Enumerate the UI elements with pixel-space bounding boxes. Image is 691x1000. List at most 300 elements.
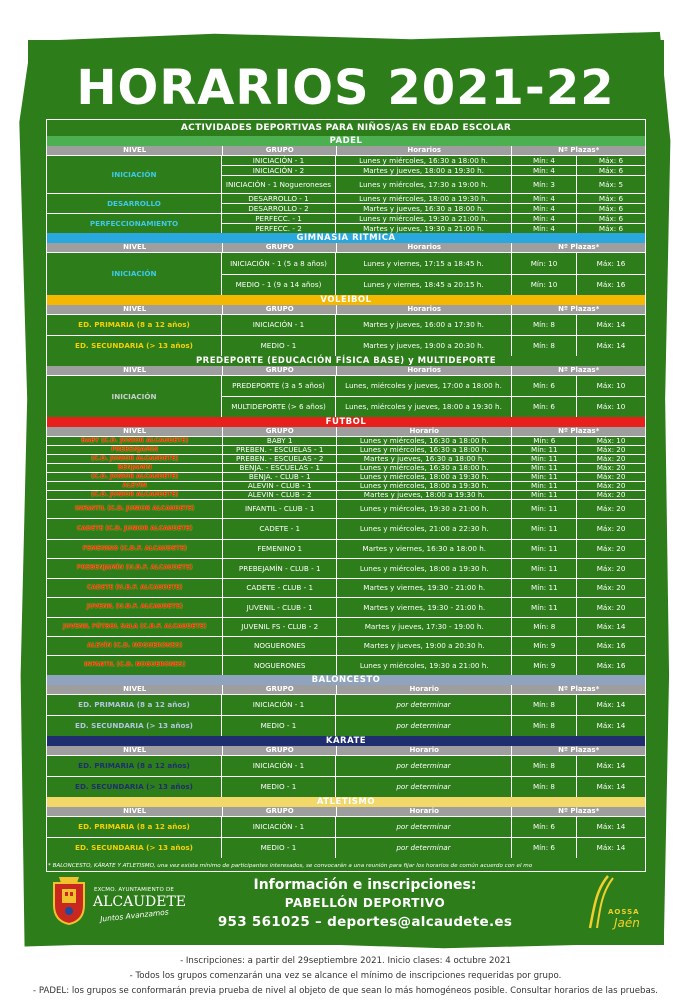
group-row [222, 777, 645, 797]
column-header-nivel: NIVEL [47, 427, 223, 436]
column-headers [47, 305, 645, 314]
cell-min: Mín: 11 [512, 598, 577, 617]
cell-g: PREBEN. - ESCUELAS - 1 [223, 446, 337, 454]
cell-min: Mín: 11 [512, 540, 577, 558]
cell-h: Lunes y miércoles, 18:00 a 19:30 h. [336, 194, 512, 203]
section-header-predep: PREDEPORTE (EDUCACIÓN FÍSICA BASE) y MULTIDEPORTE [47, 356, 645, 366]
cell-g: BENJA. - ESCUELAS - 1 [223, 464, 337, 472]
column-header-horarios: Horarios [337, 366, 512, 375]
table-row [47, 816, 645, 837]
group-column [222, 156, 645, 193]
cell-max: Máx: 14 [596, 622, 626, 632]
cell-min: Mín: 8 [512, 756, 577, 776]
section-balon [47, 675, 645, 736]
nivel-cell: ED. PRIMARIA (8 a 12 años) [47, 695, 222, 715]
cell-max: Máx: 6 [598, 194, 624, 203]
group-row [222, 194, 645, 203]
nivel-cell: ED. SECUNDARIA (> 13 años) [47, 336, 222, 356]
group-row [222, 336, 645, 356]
table-row [47, 694, 645, 715]
column-header-grupo: GRUPO [223, 685, 337, 694]
section-padel [47, 136, 645, 233]
section-predep [47, 356, 645, 417]
cell-min: Mín: 6 [512, 838, 577, 858]
aossa-name: AOSSA [608, 908, 640, 916]
cell-h: por determinar [336, 817, 512, 837]
cell-g: INICIACIÓN - 1 [222, 756, 336, 776]
cell-g: FEMENINO 1 [223, 540, 337, 558]
cell-g: NOGUERONES [223, 637, 337, 655]
column-header-grupo: GRUPO [223, 305, 337, 314]
cell-h: Lunes y miércoles, 16:30 a 18:00 h. [337, 446, 512, 454]
group-row [222, 175, 645, 193]
cell-min: Mín: 11 [512, 473, 577, 481]
futbol-category: INFANTIL (C.D. NOGUERONES) [47, 656, 223, 675]
cell-g: DESARROLLO - 1 [222, 194, 336, 203]
cell-min: Mín: 9 [512, 637, 577, 655]
cell-h: Martes y viernes, 19:30 - 21:00 h. [337, 579, 512, 597]
cell-g: PREBEN. - ESCUELAS - 2 [223, 455, 337, 463]
cell-min: Mín: 8 [512, 716, 577, 736]
cell-g: CADETE - CLUB - 1 [223, 579, 337, 597]
section-header-atlet: ATLETISMO [47, 797, 645, 807]
table-row [47, 314, 645, 335]
cell-min: Mín: 4 [512, 194, 577, 203]
nivel-cell: ED. SECUNDARIA (> 13 años) [47, 716, 222, 736]
column-header-horario: Horario [337, 427, 512, 436]
table-row [47, 499, 645, 518]
cell-g: MULTIDEPORTE (> 6 años) [222, 397, 336, 417]
cell-min: Mín: 11 [512, 446, 577, 454]
section-header-balon: BALONCESTO [47, 675, 645, 685]
cell-max: Máx: 20 [596, 583, 626, 593]
table-row [47, 776, 645, 797]
aossa-swoosh-icon [586, 874, 616, 930]
cell-g: ALEVIN - CLUB - 1 [223, 482, 337, 490]
cell-max: Máx: 20 [596, 464, 626, 472]
group-column [222, 777, 645, 797]
column-headers [47, 807, 645, 816]
cell-max: Máx: 14 [596, 721, 626, 731]
cell-g: INICIACIÓN - 1 [222, 695, 336, 715]
cell-max: Máx: 14 [596, 341, 626, 351]
cell-h: Lunes y miércoles, 18:00 a 19:30 h. [337, 559, 512, 578]
cell-h: Martes y jueves, 16:00 a 17:30 h. [336, 315, 512, 335]
cell-min: Mín: 11 [512, 519, 577, 539]
aossa-logo [578, 874, 648, 936]
cell-max: Máx: 20 [596, 446, 626, 454]
cell-max: Máx: 10 [596, 437, 626, 445]
table-row [47, 463, 645, 472]
cell-g: INICIACIÓN - 1 [222, 817, 336, 837]
cell-max: Máx: 20 [596, 524, 626, 534]
cell-min: Mín: 3 [512, 176, 577, 193]
cell-min: Mín: 4 [512, 224, 577, 233]
group-row [222, 274, 645, 295]
group-row [222, 695, 645, 715]
cell-g: ALEVIN - CLUB - 2 [223, 491, 337, 499]
cell-max: Máx: 20 [596, 504, 626, 514]
slogan: Juntos Avanzamos [99, 907, 170, 924]
cell-h: Lunes y miércoles, 16:30 a 18:00 h. [337, 437, 512, 445]
cell-min: Mín: 11 [512, 559, 577, 578]
futbol-category: ALEVÍN (C.D. NOGUERONES) [47, 637, 223, 655]
column-header-horario: Horario [337, 685, 512, 694]
info-heading: Información e inscripciones: [253, 877, 477, 893]
cell-max: Máx: 5 [598, 179, 624, 189]
column-header-plazas: Nº Plazas* [558, 746, 600, 754]
table-row [47, 655, 645, 675]
group-column [222, 214, 645, 233]
table-subtitle: ACTIVIDADES DEPORTIVAS PARA NIÑOS/AS EN EDAD ESCOLAR [180, 123, 512, 133]
table-row [47, 481, 645, 490]
table-row [47, 490, 645, 499]
table-row [47, 518, 645, 539]
group-column [222, 315, 645, 335]
cell-max: Máx: 16 [596, 280, 626, 290]
group-column [222, 695, 645, 715]
group-column [222, 194, 645, 213]
group-column [222, 336, 645, 356]
cell-min: Mín: 11 [512, 464, 577, 472]
column-header-grupo: GRUPO [223, 807, 337, 816]
group-column [222, 817, 645, 837]
column-header-grupo: GRUPO [223, 427, 337, 436]
cell-h: Lunes y miércoles, 17:30 a 19:00 h. [336, 176, 512, 193]
nivel-cell: INICIACIÓN [47, 156, 222, 193]
group-column [222, 376, 645, 417]
table-row [47, 375, 645, 417]
cell-h: por determinar [336, 838, 512, 858]
cell-max: Máx: 20 [596, 544, 626, 554]
cell-h: Martes y jueves, 19:00 a 20:30 h. [337, 637, 512, 655]
cell-g: PERFECC. - 1 [222, 214, 336, 223]
cell-g: INICIACIÓN - 2 [222, 166, 336, 175]
column-headers [47, 366, 645, 375]
cell-g: NOGUERONES [223, 656, 337, 675]
cell-max: Máx: 20 [596, 602, 626, 612]
table-row [47, 539, 645, 558]
cell-min: Mín: 10 [512, 253, 577, 274]
futbol-category: BENJAMÍN [47, 464, 223, 472]
cell-max: Máx: 10 [596, 402, 626, 412]
cell-min: Mín: 11 [512, 455, 577, 463]
futbol-category: CADETE (C.D. JUNIOR ALCAUDETE) [47, 519, 223, 539]
column-header-plazas: Nº Plazas* [558, 366, 600, 374]
cell-h: Martes y viernes, 19:30 - 21:00 h. [337, 598, 512, 617]
column-header-horarios: Horarios [337, 305, 512, 314]
group-row [222, 838, 645, 858]
table-row [47, 472, 645, 481]
cell-g: PREBEJAMÍN - CLUB - 1 [223, 559, 337, 578]
table-row [47, 837, 645, 858]
column-header-grupo: GRUPO [223, 746, 337, 755]
cell-max: Máx: 6 [598, 214, 624, 223]
sections-container [47, 136, 645, 858]
cell-h: por determinar [336, 756, 512, 776]
section-header-voley: VOLEIBOL [47, 295, 645, 305]
note-3: - PADEL: los grupos se conformarán previa prueba de nivel al objeto de que sean lo más homogéneos posible. Consultar horarios de las pruebas. [33, 986, 658, 996]
table-row [47, 597, 645, 617]
ayuntamiento-label: EXCMO. AYUNTAMIENTO DE [94, 887, 175, 893]
cell-g: INICIACIÓN - 1 [222, 315, 336, 335]
column-header-horarios: Horarios [337, 146, 512, 155]
cell-min: Mín: 6 [512, 437, 577, 445]
column-headers [47, 146, 645, 155]
cell-g: JUVENIL FS - CLUB - 2 [223, 618, 337, 636]
cell-h: Lunes, miércoles y jueves, 17:00 a 18:00 h. [336, 376, 512, 396]
cell-max: Máx: 16 [596, 660, 626, 670]
cell-g: MEDIO - 1 [222, 838, 336, 858]
cell-g: CADETE - 1 [223, 519, 337, 539]
cell-min: Mín: 4 [512, 214, 577, 223]
table-row [47, 252, 645, 295]
info-contact: 953 561025 – deportes@alcaudete.es [217, 914, 513, 930]
cell-min: Mín: 8 [512, 618, 577, 636]
column-header-horarios: Horarios [337, 243, 512, 252]
schedule-table [46, 119, 646, 872]
cell-h: Lunes y viernes, 17:15 a 18:45 h. [336, 253, 512, 274]
column-headers [47, 685, 645, 694]
cell-max: Máx: 6 [598, 204, 624, 213]
futbol-category: INFANTIL (C.D. JUNIOR ALCAUDETE) [47, 500, 223, 518]
cell-max: Máx: 14 [596, 320, 626, 330]
nivel-cell: DESARROLLO [47, 194, 222, 213]
cell-g: PERFECC. - 2 [222, 224, 336, 233]
cell-h: por determinar [336, 716, 512, 736]
cell-max: Máx: 16 [596, 258, 626, 268]
futbol-category: JUVENIL (U.D.F. ALCAUDETE) [47, 598, 223, 617]
group-row [222, 203, 645, 213]
cell-min: Mín: 9 [512, 656, 577, 675]
section-atlet [47, 797, 645, 858]
cell-h: Lunes, miércoles y jueves, 18:00 a 19:30 h. [336, 397, 512, 417]
cell-h: Lunes y miércoles, 16:30 a 18:00 h. [337, 464, 512, 472]
table-row [47, 445, 645, 454]
cell-g: BABY 1 [223, 437, 337, 445]
cell-min: Mín: 8 [512, 336, 577, 356]
section-voley [47, 295, 645, 356]
info-venue: PABELLÓN DEPORTIVO [284, 896, 446, 910]
cell-h: Martes y jueves, 18:00 a 19:30 h. [336, 166, 512, 175]
table-row [47, 755, 645, 776]
cell-max: Máx: 20 [596, 482, 626, 490]
nivel-cell: ED. PRIMARIA (8 a 12 años) [47, 756, 222, 776]
table-row [47, 578, 645, 597]
column-header-grupo: GRUPO [223, 146, 337, 155]
section-header-karate: KARATE [47, 736, 645, 746]
futbol-category: (C.D. JUNIOR ALCAUDETE) [47, 455, 223, 463]
cell-g: MEDIO - 1 [222, 716, 336, 736]
group-column [222, 253, 645, 295]
cell-h: Martes y jueves, 18:00 a 19:30 h. [337, 491, 512, 499]
section-karate [47, 736, 645, 797]
cell-min: Mín: 11 [512, 500, 577, 518]
column-header-horario: Horario [337, 746, 512, 755]
cell-h: Lunes y miércoles, 18:00 a 19:30 h. [337, 482, 512, 490]
column-header-grupo: GRUPO [223, 366, 337, 375]
table-row [47, 636, 645, 655]
table-row [47, 335, 645, 356]
cell-min: Mín: 4 [512, 156, 577, 165]
group-row [222, 756, 645, 776]
page-title: HORARIOS 2021-22 [76, 60, 615, 116]
table-row [47, 213, 645, 233]
cell-min: Mín: 6 [512, 817, 577, 837]
cell-min: Mín: 6 [512, 397, 577, 417]
column-headers [47, 243, 645, 252]
table-row [47, 558, 645, 578]
group-row [222, 315, 645, 335]
cell-min: Mín: 8 [512, 695, 577, 715]
column-headers [47, 427, 645, 436]
group-row [222, 223, 645, 233]
cell-max: Máx: 14 [596, 700, 626, 710]
coat-of-arms-icon [51, 875, 87, 925]
cell-max: Máx: 16 [596, 641, 626, 651]
cell-max: Máx: 14 [596, 782, 626, 792]
futbol-category: (C.D. JUNIOR ALCAUDETE) [47, 473, 223, 481]
alcaudete-wordmark: ALCAUDETE [93, 894, 187, 910]
column-header-nivel: NIVEL [47, 366, 223, 375]
column-header-plazas: Nº Plazas* [558, 243, 600, 251]
cell-min: Mín: 11 [512, 579, 577, 597]
cell-max: Máx: 6 [598, 166, 624, 175]
cell-max: Máx: 10 [596, 381, 626, 391]
group-column [222, 716, 645, 736]
cell-g: MEDIO - 1 (9 a 14 años) [222, 275, 336, 295]
section-header-gim: GIMNASIA RITMICA [47, 233, 645, 243]
cell-max: Máx: 6 [598, 224, 624, 233]
group-row [222, 396, 645, 417]
column-header-horario: Horario [337, 807, 512, 816]
cell-min: Mín: 8 [512, 777, 577, 797]
futbol-category: (C.D. JUNIOR ALCAUDETE) [47, 491, 223, 499]
table-row [47, 715, 645, 736]
nivel-cell: INICIACIÓN [47, 376, 222, 417]
nivel-cell: ED. SECUNDARIA (> 13 años) [47, 838, 222, 858]
section-futbol [47, 417, 645, 675]
group-column [222, 838, 645, 858]
section-header-futbol: FUTBOL [47, 417, 645, 427]
futbol-category: JUVENIL FÚTBOL SALA (C.D.F. ALCAUDETE) [47, 618, 223, 636]
group-row [222, 376, 645, 396]
note-2: - Todos los grupos comenzarán una vez se alcance el mínimo de inscripciones requeridas por grupo. [129, 971, 562, 981]
futbol-category: PREBENJAMÍN [47, 446, 223, 454]
cell-h: Lunes y miércoles, 19:30 a 21:00 h. [337, 500, 512, 518]
cell-h: Martes y jueves, 17:30 - 19:00 h. [337, 618, 512, 636]
footnote: * BALONCESTO, KÁRATE Y ATLETISMO, una vez exista mínimo de participantes interesados, se convocarán a una reunión para fijar los horarios de común acuerdo con el mo [48, 863, 533, 869]
cell-min: Mín: 10 [512, 275, 577, 295]
cell-g: DESARROLLO - 2 [222, 204, 336, 213]
futbol-category: CADETE (U.D.F. ALCAUDETE) [47, 579, 223, 597]
column-header-grupo: GRUPO [223, 243, 337, 252]
table-row [47, 155, 645, 193]
cell-h: Martes y jueves, 16:30 a 18:00 h. [337, 455, 512, 463]
cell-g: INICIACIÓN - 1 (5 a 8 años) [222, 253, 336, 274]
column-header-plazas: Nº Plazas* [558, 685, 600, 693]
column-header-nivel: NIVEL [47, 305, 223, 314]
group-row [222, 156, 645, 165]
cell-h: por determinar [336, 777, 512, 797]
cell-g: INFANTIL - CLUB - 1 [223, 500, 337, 518]
cell-max: Máx: 20 [596, 455, 626, 463]
cell-h: Lunes y miércoles, 19:30 a 21:00 h. [337, 656, 512, 675]
cell-h: por determinar [336, 695, 512, 715]
cell-g: INICIACIÓN - 1 [222, 156, 336, 165]
cell-g: MEDIO - 1 [222, 336, 336, 356]
nivel-cell: ED. PRIMARIA (8 a 12 años) [47, 817, 222, 837]
cell-h: Lunes y miércoles, 21:00 a 22:30 h. [337, 519, 512, 539]
futbol-category: ALEVÍN [47, 482, 223, 490]
column-header-nivel: NIVEL [47, 146, 223, 155]
cell-max: Máx: 14 [596, 761, 626, 771]
group-row [222, 716, 645, 736]
column-header-nivel: NIVEL [47, 746, 223, 755]
cell-h: Lunes y miércoles, 19:30 a 21:00 h. [336, 214, 512, 223]
cell-h: Martes y viernes, 16:30 a 18:00 h. [337, 540, 512, 558]
table-row [47, 436, 645, 445]
nivel-cell: ED. PRIMARIA (8 a 12 años) [47, 315, 222, 335]
cell-h: Lunes y miércoles, 16:30 a 18:00 h. [336, 156, 512, 165]
cell-h: Lunes y miércoles, 18:00 a 19:30 h. [337, 473, 512, 481]
nivel-cell: ED. SECUNDARIA (> 13 años) [47, 777, 222, 797]
futbol-category: PREBENJAMÍN (U.D.F. ALCAUDETE) [47, 559, 223, 578]
column-headers [47, 746, 645, 755]
column-header-nivel: NIVEL [47, 685, 223, 694]
section-header-padel: PADEL [47, 136, 645, 146]
section-gim [47, 233, 645, 295]
cell-max: Máx: 14 [596, 843, 626, 853]
group-row [222, 165, 645, 175]
cell-h: Martes y jueves, 19:30 a 21:00 h. [336, 224, 512, 233]
column-header-nivel: NIVEL [47, 243, 223, 252]
cell-min: Mín: 11 [512, 491, 577, 499]
cell-g: BENJA. - CLUB - 1 [223, 473, 337, 481]
column-header-plazas: Nº Plazas* [558, 807, 600, 815]
futbol-category: BABY (C.D. JUNIOR ALCAUDETE) [47, 437, 223, 445]
aossa-place: Jaén [614, 916, 640, 930]
cell-min: Mín: 8 [512, 315, 577, 335]
cell-h: Martes y jueves, 16:30 a 18:00 h. [336, 204, 512, 213]
cell-max: Máx: 14 [596, 822, 626, 832]
group-column [222, 756, 645, 776]
cell-g: JUVENIL - CLUB - 1 [223, 598, 337, 617]
cell-max: Máx: 20 [596, 491, 626, 499]
cell-min: Mín: 4 [512, 204, 577, 213]
cell-min: Mín: 11 [512, 482, 577, 490]
table-row [47, 193, 645, 213]
futbol-category: FEMENINO (C.D.F. ALCAUDETE) [47, 540, 223, 558]
column-header-nivel: NIVEL [47, 807, 223, 816]
nivel-cell: INICIACIÓN [47, 253, 222, 295]
cell-g: INICIACIÓN - 1 Nogueroneses [222, 176, 336, 193]
column-header-plazas: Nº Plazas* [558, 146, 600, 154]
table-row [47, 617, 645, 636]
cell-min: Mín: 6 [512, 376, 577, 396]
cell-min: Mín: 4 [512, 166, 577, 175]
cell-h: Martes y jueves, 19:00 a 20:30 h. [336, 336, 512, 356]
note-1: - Inscripciones: a partir del 29septiembre 2021. Inicio clases: 4 octubre 2021 [180, 956, 511, 966]
cell-max: Máx: 6 [598, 156, 624, 165]
cell-g: MEDIO - 1 [222, 777, 336, 797]
nivel-cell: PERFECCIONAMIENTO [47, 214, 222, 233]
cell-g: PREDEPORTE (3 a 5 años) [222, 376, 336, 396]
group-row [222, 253, 645, 274]
table-row [47, 454, 645, 463]
group-row [222, 817, 645, 837]
cell-h: Lunes y viernes, 18:45 a 20:15 h. [336, 275, 512, 295]
